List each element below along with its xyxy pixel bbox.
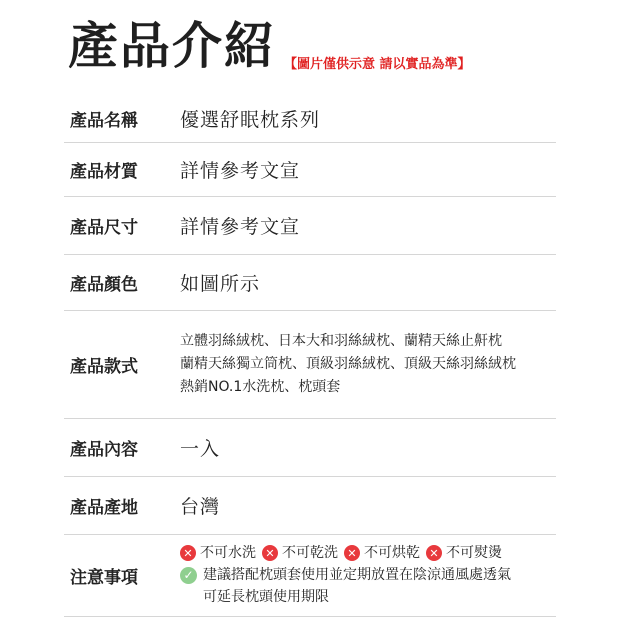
care-warning: ✕ 不可水洗 [180,542,256,564]
style-list [180,330,516,399]
row-value: 詳情參考文宣 [180,159,301,182]
row-content [64,418,556,477]
x-icon: ✕ [262,545,278,561]
x-icon: ✕ [426,545,442,561]
style-line: 立體羽絲絨枕、日本大和羽絲絨枕、蘭精天絲止鼾枕 [180,332,502,349]
row-label: 產品尺寸 [70,217,138,238]
row-label: 產品產地 [70,497,138,518]
row-value: 優選舒眠枕系列 [180,108,321,131]
row-value: 如圖所示 [180,272,261,295]
care-tip-continued [180,586,511,608]
row-label: 產品名稱 [70,110,138,131]
row-label: 產品顏色 [70,274,138,295]
row-label: 注意事項 [70,567,138,588]
care-notes [180,542,511,608]
style-line: 熱銷NO.1水洗枕、枕頭套 [180,378,341,395]
check-icon: ✓ [180,567,197,584]
image-disclaimer: 【圖片僅供示意 請以實品為準】 [284,57,471,72]
row-label: 產品材質 [70,161,138,182]
row-material [64,142,556,197]
row-value: 一入 [180,437,221,460]
care-tip-line1: 建議搭配枕頭套使用並定期放置在陰涼通風處透氣 [203,567,511,583]
x-icon: ✕ [344,545,360,561]
row-value: 詳情參考文宣 [180,215,301,238]
row-product-name [64,94,556,143]
care-warnings [180,542,511,564]
care-warning: ✕ 不可熨燙 [426,542,502,564]
row-value: 台灣 [180,495,221,518]
page-title: 產品介紹 [68,17,276,75]
care-tip [180,564,511,586]
row-size [64,196,556,255]
row-label: 產品款式 [70,356,138,377]
care-warning: ✕ 不可乾洗 [262,542,338,564]
care-tip-line2: 可延長枕頭使用期限 [203,589,329,605]
care-warning: ✕ 不可烘乾 [344,542,420,564]
row-style [64,310,556,419]
header [68,10,471,82]
row-label: 產品內容 [70,439,138,460]
row-origin [64,476,556,535]
row-care [64,534,556,617]
row-color [64,254,556,311]
style-line: 蘭精天絲獨立筒枕、頂級羽絲絨枕、頂級天絲羽絲絨枕 [180,355,516,372]
x-icon: ✕ [180,545,196,561]
